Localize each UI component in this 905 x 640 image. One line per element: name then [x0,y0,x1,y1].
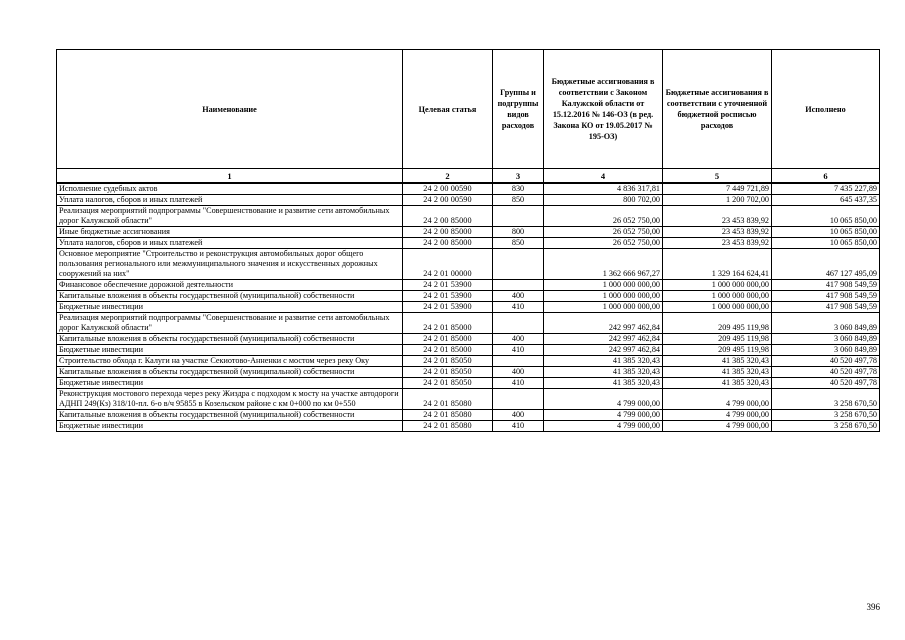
row-name-cell: Капитальные вложения в объекты государственной (муниципальной) собственности [57,410,403,421]
row-group-cell [493,313,544,334]
row-refined-cell: 1 000 000 000,00 [663,280,772,291]
row-refined-cell: 41 385 320,43 [663,367,772,378]
row-group-cell: 410 [493,302,544,313]
table-body [57,183,880,432]
row-name-cell: Иные бюджетные ассигнования [57,227,403,238]
row-done-cell: 40 520 497,78 [772,356,880,367]
column-number: 1 [57,169,403,184]
row-name-cell: Капитальные вложения в объекты государственной (муниципальной) собственности [57,291,403,302]
row-refined-cell: 7 449 721,89 [663,183,772,195]
table-row [57,302,880,313]
row-target-cell: 24 2 01 53900 [403,302,493,313]
row-name-cell: Реализация мероприятий подпрограммы "Совершенствование и развитие сети автомобильных дорог Калужской области" [57,206,403,227]
row-done-cell: 3 060 849,89 [772,334,880,345]
column-number: 2 [403,169,493,184]
row-refined-cell: 209 495 119,98 [663,345,772,356]
row-name-cell: Уплата налогов, сборов и иных платежей [57,195,403,206]
row-name-cell: Реконструкция мостового перехода через реку Жиздра с подходом к мосту на участке автодороги АДНП 249(Кз) 318/10-пл. 6-о в/ч 95855 в Козельском районе с км 0+000 по км 0+550 [57,389,403,410]
row-done-cell: 417 908 549,59 [772,280,880,291]
row-refined-cell: 1 000 000 000,00 [663,302,772,313]
row-law-cell: 242 997 462,84 [544,345,663,356]
row-target-cell: 24 2 01 53900 [403,291,493,302]
header-target: Целевая статья [403,50,493,169]
row-target-cell: 24 2 00 85000 [403,238,493,249]
row-target-cell: 24 2 01 85080 [403,410,493,421]
row-law-cell: 1 000 000 000,00 [544,291,663,302]
row-refined-cell: 1 329 164 624,41 [663,249,772,280]
row-law-cell: 26 052 750,00 [544,206,663,227]
row-done-cell: 417 908 549,59 [772,291,880,302]
row-law-cell: 41 385 320,43 [544,378,663,389]
row-refined-cell: 4 799 000,00 [663,389,772,410]
table-row [57,249,880,280]
row-target-cell: 24 2 01 85000 [403,345,493,356]
row-group-cell: 800 [493,227,544,238]
row-group-cell [493,280,544,291]
row-done-cell: 10 065 850,00 [772,238,880,249]
row-refined-cell: 4 799 000,00 [663,410,772,421]
row-group-cell: 410 [493,345,544,356]
row-name-cell: Исполнение судебных актов [57,183,403,195]
header-group: Группы и подгруппы видов расходов [493,50,544,169]
row-target-cell: 24 2 01 85000 [403,313,493,334]
row-name-cell: Реализация мероприятий подпрограммы "Совершенствование и развитие сети автомобильных дорог Калужской области" [57,313,403,334]
row-done-cell: 3 060 849,89 [772,313,880,334]
table-row [57,206,880,227]
row-target-cell: 24 2 01 85050 [403,356,493,367]
row-group-cell: 400 [493,367,544,378]
table-row [57,356,880,367]
row-group-cell: 410 [493,378,544,389]
table-row [57,345,880,356]
row-refined-cell: 23 453 839,92 [663,206,772,227]
column-number: 6 [772,169,880,184]
row-target-cell: 24 2 01 00000 [403,249,493,280]
budget-table-sheet [56,49,879,432]
row-done-cell: 3 258 670,50 [772,421,880,432]
row-name-cell: Бюджетные инвестиции [57,421,403,432]
budget-table [56,49,880,432]
header-done: Исполнено [772,50,880,169]
header-name: Наименование [57,50,403,169]
table-row [57,421,880,432]
row-law-cell: 41 385 320,43 [544,356,663,367]
row-done-cell: 3 258 670,50 [772,410,880,421]
row-refined-cell: 41 385 320,43 [663,378,772,389]
row-done-cell: 10 065 850,00 [772,227,880,238]
row-target-cell: 24 2 00 85000 [403,206,493,227]
row-law-cell: 4 799 000,00 [544,389,663,410]
row-law-cell: 26 052 750,00 [544,227,663,238]
row-refined-cell: 209 495 119,98 [663,334,772,345]
row-law-cell: 242 997 462,84 [544,334,663,345]
row-target-cell: 24 2 01 85080 [403,389,493,410]
row-done-cell: 645 437,35 [772,195,880,206]
table-row [57,378,880,389]
row-law-cell: 800 702,00 [544,195,663,206]
row-target-cell: 24 2 01 53900 [403,280,493,291]
table-row [57,334,880,345]
row-target-cell: 24 2 01 85000 [403,334,493,345]
row-group-cell: 850 [493,195,544,206]
row-law-cell: 26 052 750,00 [544,238,663,249]
table-row [57,389,880,410]
column-number: 4 [544,169,663,184]
page-number: 396 [866,602,880,612]
row-group-cell: 400 [493,334,544,345]
table-row [57,291,880,302]
row-name-cell: Капитальные вложения в объекты государственной (муниципальной) собственности [57,334,403,345]
row-target-cell: 24 2 00 00590 [403,195,493,206]
table-row [57,195,880,206]
table-row [57,183,880,195]
row-name-cell: Бюджетные инвестиции [57,378,403,389]
row-done-cell: 10 065 850,00 [772,206,880,227]
row-done-cell: 40 520 497,78 [772,378,880,389]
table-row [57,313,880,334]
table-row [57,227,880,238]
row-law-cell: 242 997 462,84 [544,313,663,334]
row-group-cell [493,389,544,410]
row-done-cell: 417 908 549,59 [772,302,880,313]
table-row [57,280,880,291]
row-name-cell: Основное мероприятие "Строительство и реконструкция автомобильных дорог общего пользования регионального или межмуниципального значения и искусственных дорожных сооружений на них" [57,249,403,280]
column-number: 3 [493,169,544,184]
row-group-cell: 830 [493,183,544,195]
column-number-row [57,169,880,184]
row-done-cell: 467 127 495,09 [772,249,880,280]
row-law-cell: 4 836 317,81 [544,183,663,195]
header-law: Бюджетные ассигнования в соответствии с Законом Калужской области от 15.12.2016 № 146-ОЗ (в ред. Закона КО от 19.05.2017 № 195-ОЗ) [544,50,663,169]
header-refined: Бюджетные ассигнования в соответствии с уточненной бюджетной росписью расходов [663,50,772,169]
row-refined-cell: 4 799 000,00 [663,421,772,432]
row-target-cell: 24 2 01 85050 [403,378,493,389]
row-group-cell [493,356,544,367]
row-group-cell [493,249,544,280]
row-law-cell: 41 385 320,43 [544,367,663,378]
row-name-cell: Строительство обхода г. Калуги на участке Секиотово-Анненки с мостом через реку Оку [57,356,403,367]
row-done-cell: 3 258 670,50 [772,389,880,410]
row-group-cell: 400 [493,410,544,421]
row-target-cell: 24 2 00 00590 [403,183,493,195]
row-group-cell [493,206,544,227]
row-refined-cell: 1 200 702,00 [663,195,772,206]
table-row [57,367,880,378]
header-row [57,50,880,169]
row-name-cell: Бюджетные инвестиции [57,302,403,313]
column-number: 5 [663,169,772,184]
row-group-cell: 410 [493,421,544,432]
row-law-cell: 4 799 000,00 [544,421,663,432]
row-refined-cell: 23 453 839,92 [663,238,772,249]
row-name-cell: Уплата налогов, сборов и иных платежей [57,238,403,249]
table-row [57,410,880,421]
row-group-cell: 850 [493,238,544,249]
row-refined-cell: 209 495 119,98 [663,313,772,334]
row-law-cell: 4 799 000,00 [544,410,663,421]
row-name-cell: Бюджетные инвестиции [57,345,403,356]
row-law-cell: 1 000 000 000,00 [544,280,663,291]
row-done-cell: 7 435 227,89 [772,183,880,195]
table-row [57,238,880,249]
row-law-cell: 1 000 000 000,00 [544,302,663,313]
row-target-cell: 24 2 00 85000 [403,227,493,238]
row-refined-cell: 41 385 320,43 [663,356,772,367]
row-done-cell: 3 060 849,89 [772,345,880,356]
row-refined-cell: 23 453 839,92 [663,227,772,238]
row-name-cell: Капитальные вложения в объекты государственной (муниципальной) собственности [57,367,403,378]
row-group-cell: 400 [493,291,544,302]
row-name-cell: Финансовое обеспечение дорожной деятельности [57,280,403,291]
row-refined-cell: 1 000 000 000,00 [663,291,772,302]
row-done-cell: 40 520 497,78 [772,367,880,378]
row-target-cell: 24 2 01 85050 [403,367,493,378]
row-target-cell: 24 2 01 85080 [403,421,493,432]
row-law-cell: 1 362 666 967,27 [544,249,663,280]
